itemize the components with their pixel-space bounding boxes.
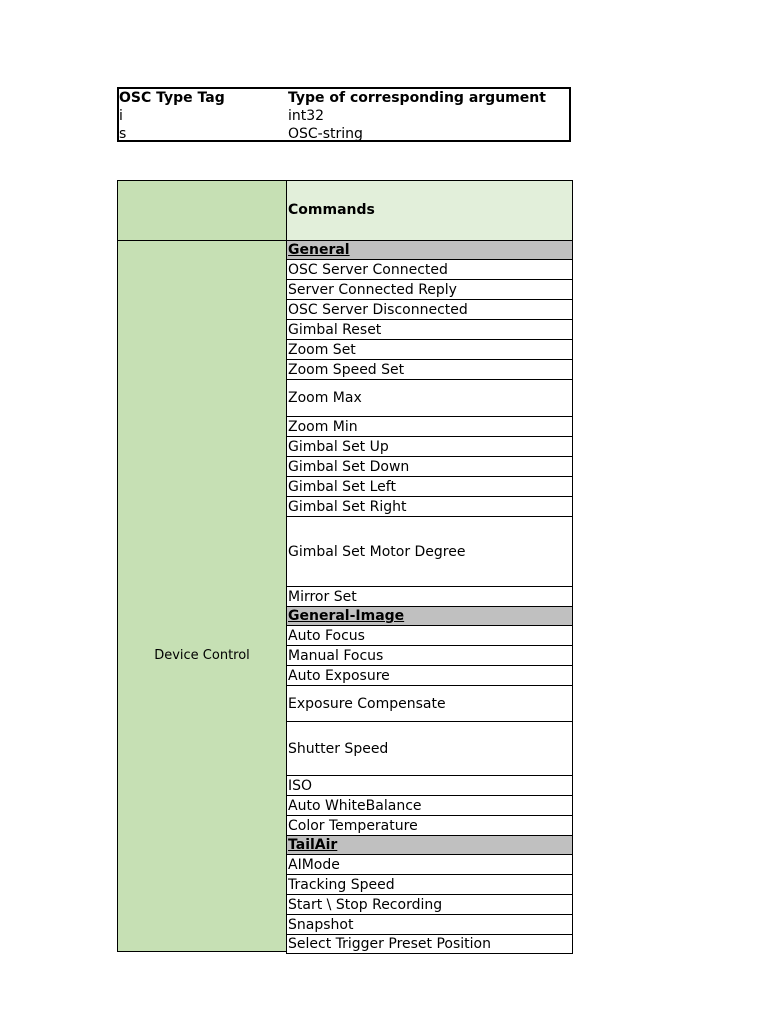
command-row: Server Connected Reply	[286, 279, 573, 300]
argument-type-header: Type of corresponding argument	[288, 90, 546, 106]
command-row: OSC Server Connected	[286, 259, 573, 280]
type-tag-cell: s	[119, 126, 127, 142]
command-row: Auto Exposure	[286, 665, 573, 686]
command-row: Shutter Speed	[286, 721, 573, 776]
commands-table	[117, 180, 573, 952]
command-row: Auto Focus	[286, 625, 573, 646]
command-row: Color Temperature	[286, 815, 573, 836]
command-row: Select Trigger Preset Position	[286, 934, 573, 954]
command-row: Exposure Compensate	[286, 685, 573, 722]
command-row: Manual Focus	[286, 645, 573, 666]
command-row: OSC Server Disconnected	[286, 299, 573, 320]
type-table-row	[119, 125, 569, 143]
command-row: Gimbal Reset	[286, 319, 573, 340]
argument-type-cell: int32	[288, 108, 325, 124]
command-row: Gimbal Set Motor Degree	[286, 516, 573, 587]
type-tag-cell: i	[119, 108, 123, 124]
command-row: Snapshot	[286, 914, 573, 935]
command-row: Gimbal Set Left	[286, 476, 573, 497]
type-table-row	[119, 107, 569, 125]
commands-header: Commands	[286, 180, 573, 241]
osc-type-tag-table	[117, 87, 571, 142]
command-row: Zoom Min	[286, 416, 573, 437]
command-row: Start \ Stop Recording	[286, 894, 573, 915]
command-row: ISO	[286, 775, 573, 796]
command-row: Gimbal Set Right	[286, 496, 573, 517]
type-table-header-row	[119, 89, 569, 107]
section-header: General	[286, 240, 573, 260]
category-cell	[117, 240, 287, 952]
command-row: Tracking Speed	[286, 874, 573, 895]
category-label: Device Control	[154, 648, 250, 663]
command-row: Zoom Max	[286, 379, 573, 417]
command-row: Auto WhiteBalance	[286, 795, 573, 816]
command-row: Zoom Speed Set	[286, 359, 573, 380]
command-row: Zoom Set	[286, 339, 573, 360]
category-header-cell	[117, 180, 287, 241]
command-row: Gimbal Set Down	[286, 456, 573, 477]
type-tag-header: OSC Type Tag	[119, 90, 225, 106]
section-header: TailAir	[286, 835, 573, 855]
section-header: General-Image	[286, 606, 573, 626]
command-row: Mirror Set	[286, 586, 573, 607]
command-row: Gimbal Set Up	[286, 436, 573, 457]
command-row: AIMode	[286, 854, 573, 875]
argument-type-cell: OSC-string	[288, 126, 363, 142]
